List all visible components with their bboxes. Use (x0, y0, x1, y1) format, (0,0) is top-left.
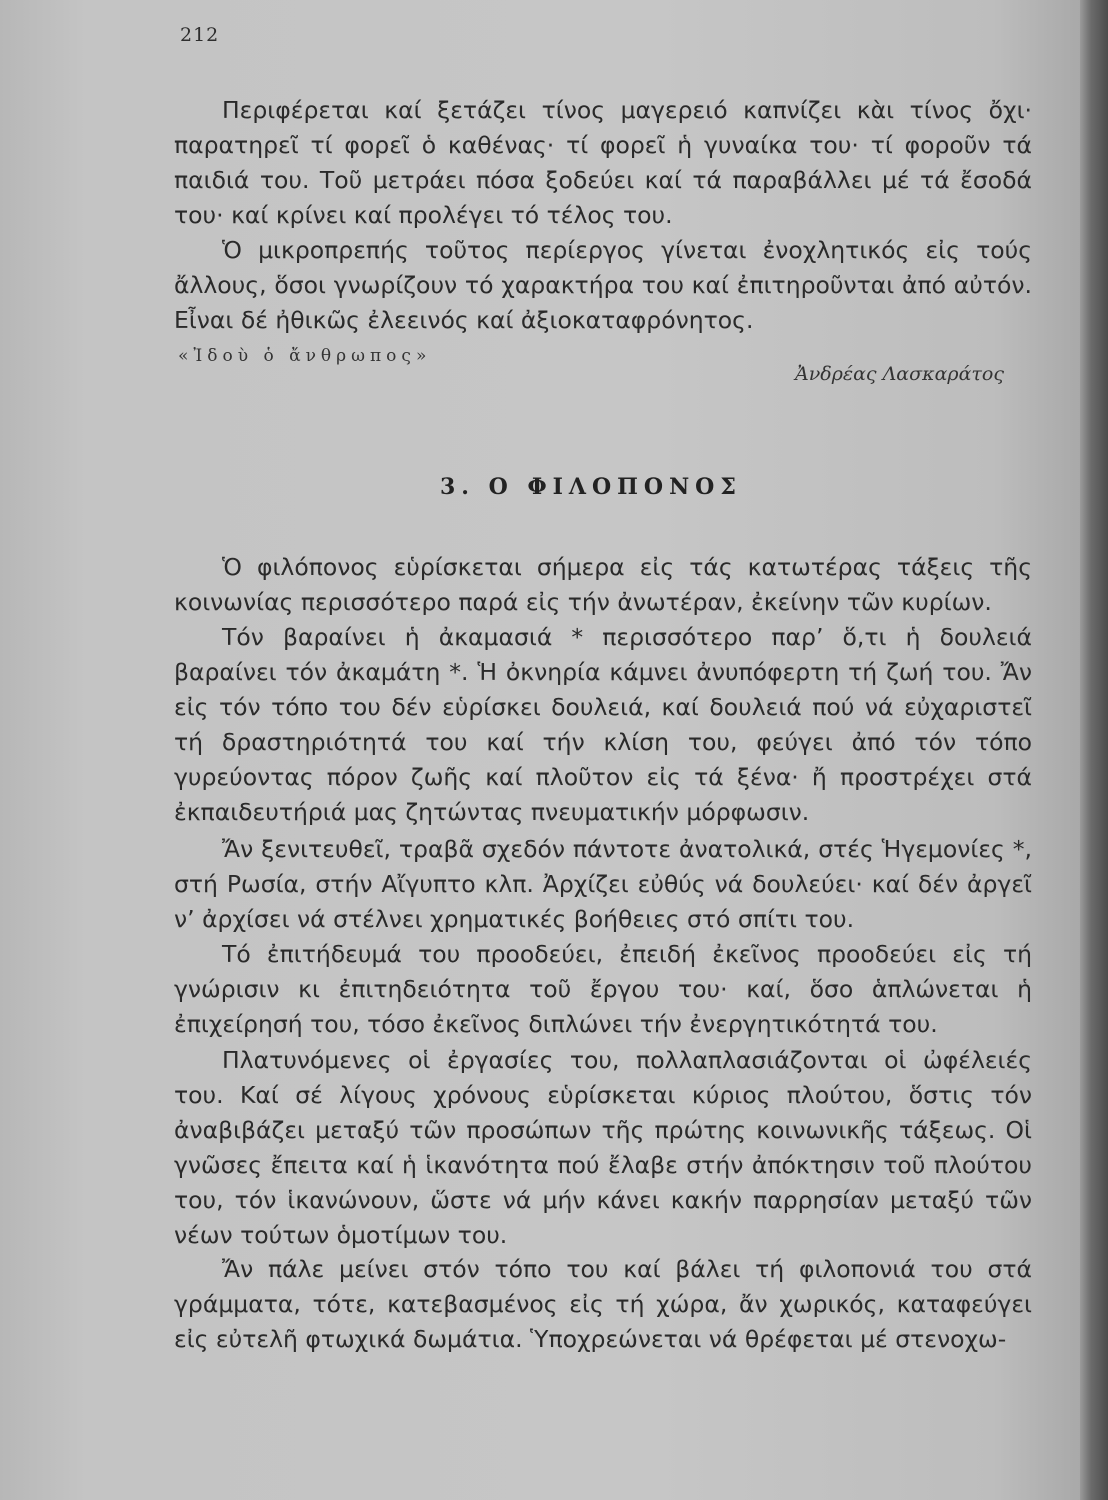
paragraph-4: Τό ἐπιτήδευμά του προοδεύει, ἐπειδή ἐκεῖνος προοδεύει εἰς τή γνώρισιν κι ἐπιτηδειότητα τοῦ ἔργου του· καί, ὅσο ἁπλώνεται ἡ ἐπιχείρησή του, τόσο ἐκεῖνος διπλώνει τήν ἐνεργητικότητά του. (174, 940, 1032, 1038)
paragraph-prev-2: Ὁ μικροπρεπής τοῦτος περίεργος γίνεται ἐνοχλητικός εἰς τούς ἄλλους, ὅσοι γνωρίζουν τό χαρακτήρα του καί ἐπιτηροῦνται ἀπό αὐτόν. Εἶναι δέ ἠθικῶς ἐλεεινός καί ἀξιοκαταφρόνητος. (174, 236, 1032, 334)
paragraph-3: Ἄν ξενιτευθεῖ, τραβᾶ σχεδόν πάντοτε ἀνατολικά, στές Ἡγεμονίες *, στή Ρωσία, στήν Αἴγυπτο κλπ. Ἀρχίζει εὐθύς νά δουλεύει· καί δέν ἀργεῖ ν’ ἀρχίσει νά στέλνει χρηματικές βοήθειες στό σπίτι του. (174, 835, 1032, 933)
author-name: Ἀνδρέας Λασκαράτος (795, 363, 1004, 385)
paragraph-2: Τόν βαραίνει ἡ ἀκαμασιά * περισσότερο παρ’ ὅ,τι ἡ δουλειά βαραίνει τόν ἀκαμάτη *. Ἡ ὀκνηρία κάμνει ἀνυπόφερτη τή ζωή του. Ἄν εἰς τόν τόπο του δέν εὑρίσκει δουλειά, καί δουλειά πού νά εὐχαριστεῖ τή δραστηριότητά του καί τήν κλίση του, φεύγει ἀπό τόν τόπο γυρεύοντας πόρον ζωῆς καί πλοῦτον εἰς τά ξένα· ἤ προστρέχει στά ἐκπαιδευτήριά μας ζητώντας πνευματικήν μόρφωσιν. (174, 623, 1032, 826)
page-number: 212 (180, 24, 220, 46)
page-edge-shadow (1080, 0, 1108, 1500)
paragraph-1: Ὁ φιλόπονος εὑρίσκεται σήμερα εἰς τάς κατωτέρας τάξεις τῆς κοινωνίας περισσότερο παρά εἰς τήν ἀνωτέραν, ἐκείνην τῶν κυρίων. (174, 553, 1032, 616)
paragraph-5: Πλατυνόμενες οἱ ἐργασίες του, πολλαπλασιάζονται οἱ ὠφέλειές του. Καί σέ λίγους χρόνους εὑρίσκεται κύριος πλούτου, ὅστις τόν ἀναβιβάζει μεταξύ τῶν προσώπων τῆς πρώτης κοινωνικῆς τάξεως. Οἱ γνῶσες ἔπειτα καί ἡ ἱκανότητα πού ἔλαβε στήν ἀπόκτησιν τοῦ πλούτου του, τόν ἱκανώνουν, ὥστε νά μήν κάνει κακήν παρρησίαν μεταξύ τῶν νέων τούτων ὁμοτίμων του. (174, 1046, 1032, 1249)
bleed-through-text (400, 380, 820, 470)
paragraph-prev-1: Περιφέρεται καί ξετάζει τίνος μαγερειό καπνίζει κὰι τίνος ὄχι· παρατηρεῖ τί φορεῖ ὁ καθένας· τί φορεῖ ἡ γυναίκα του· τί φοροῦν τά παιδιά του. Τοῦ μετράει πόσα ξοδεύει καί τά παραβάλλει μέ τά ἔσοδά του· καί κρίνει καί προλέγει τό τέλος του. (174, 96, 1032, 229)
section-heading: 3. Ο ΦΙΛΟΠΟΝΟΣ (440, 474, 742, 500)
source-title: «Ἰδοὺ ὁ ἄνθρωπος» (178, 346, 432, 366)
paragraph-6: Ἄν πάλε μείνει στόν τόπο του καί βάλει τή φιλοπονιά του στά γράμματα, τότε, κατεβασμένος εἰς τή χώρα, ἄν χωρικός, καταφεύγει εἰς εὐτελῆ φτωχικά δωμάτια. Ὑποχρεώνεται νά θρέφεται μέ στενοχω- (174, 1255, 1032, 1353)
